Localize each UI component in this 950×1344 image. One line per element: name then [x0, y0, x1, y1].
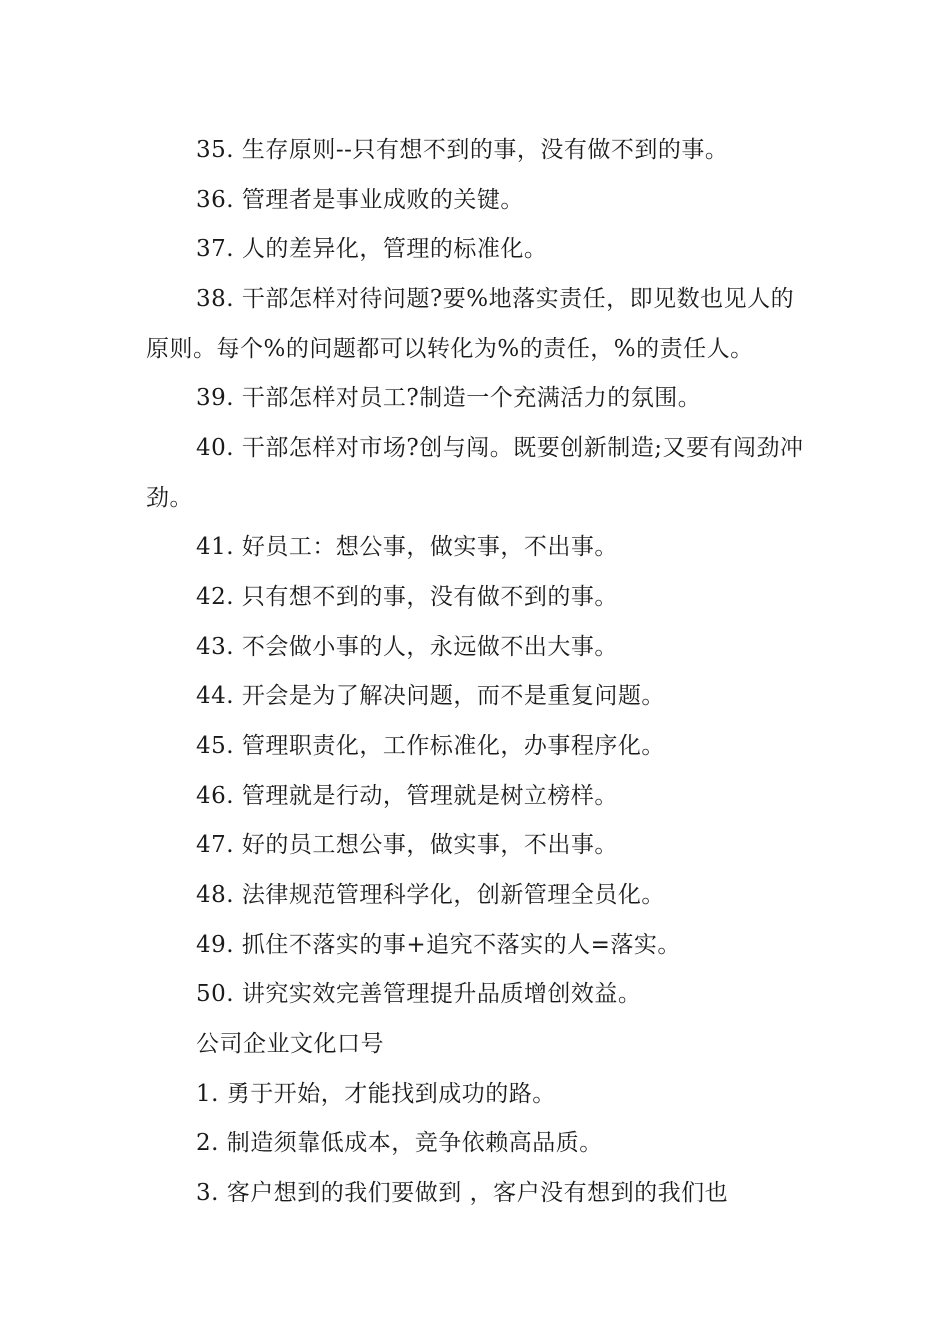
list-item: 35. 生存原则--只有想不到的事，没有做不到的事。 — [196, 137, 729, 163]
list-item: 37. 人的差异化，管理的标准化。 — [196, 236, 548, 262]
list-item: 38. 干部怎样对待问题?要%地落实责任，即见数也见人的原则。每个%的问题都可以转化为%的责任，%的责任人。 — [146, 286, 795, 362]
list-item: 40. 干部怎样对市场?创与闯。既要创新制造;又要有闯劲冲劲。 — [146, 435, 804, 511]
list-item: 45. 管理职责化，工作标准化，办事程序化。 — [196, 733, 665, 759]
list-item: 36. 管理者是事业成败的关键。 — [196, 187, 524, 213]
list-item: 2. 制造须靠低成本，竞争依赖高品质。 — [196, 1130, 603, 1156]
list-item: 46. 管理就是行动，管理就是树立榜样。 — [196, 783, 618, 809]
list-item: 3. 客户想到的我们要做到 ，客户没有想到的我们也 — [196, 1180, 729, 1206]
list-item: 47. 好的员工想公事，做实事，不出事。 — [196, 832, 618, 858]
list-item: 41. 好员工：想公事，做实事，不出事。 — [196, 534, 618, 560]
list-item: 1. 勇于开始，才能找到成功的路。 — [196, 1081, 556, 1107]
list-item: 44. 开会是为了解决问题，而不是重复问题。 — [196, 683, 665, 709]
list-item: 42. 只有想不到的事，没有做不到的事。 — [196, 584, 618, 610]
list-item: 49. 抓住不落实的事+追究不落实的人=落实。 — [196, 932, 681, 958]
list-item: 43. 不会做小事的人，永远做不出大事。 — [196, 634, 618, 660]
list-item: 39. 干部怎样对员工?制造一个充满活力的氛围。 — [196, 385, 702, 411]
list-item: 50. 讲究实效完善管理提升品质增创效益。 — [196, 981, 642, 1007]
section-heading: 公司企业文化口号 — [196, 1031, 384, 1057]
list-item: 48. 法律规范管理科学化，创新管理全员化。 — [196, 882, 665, 908]
